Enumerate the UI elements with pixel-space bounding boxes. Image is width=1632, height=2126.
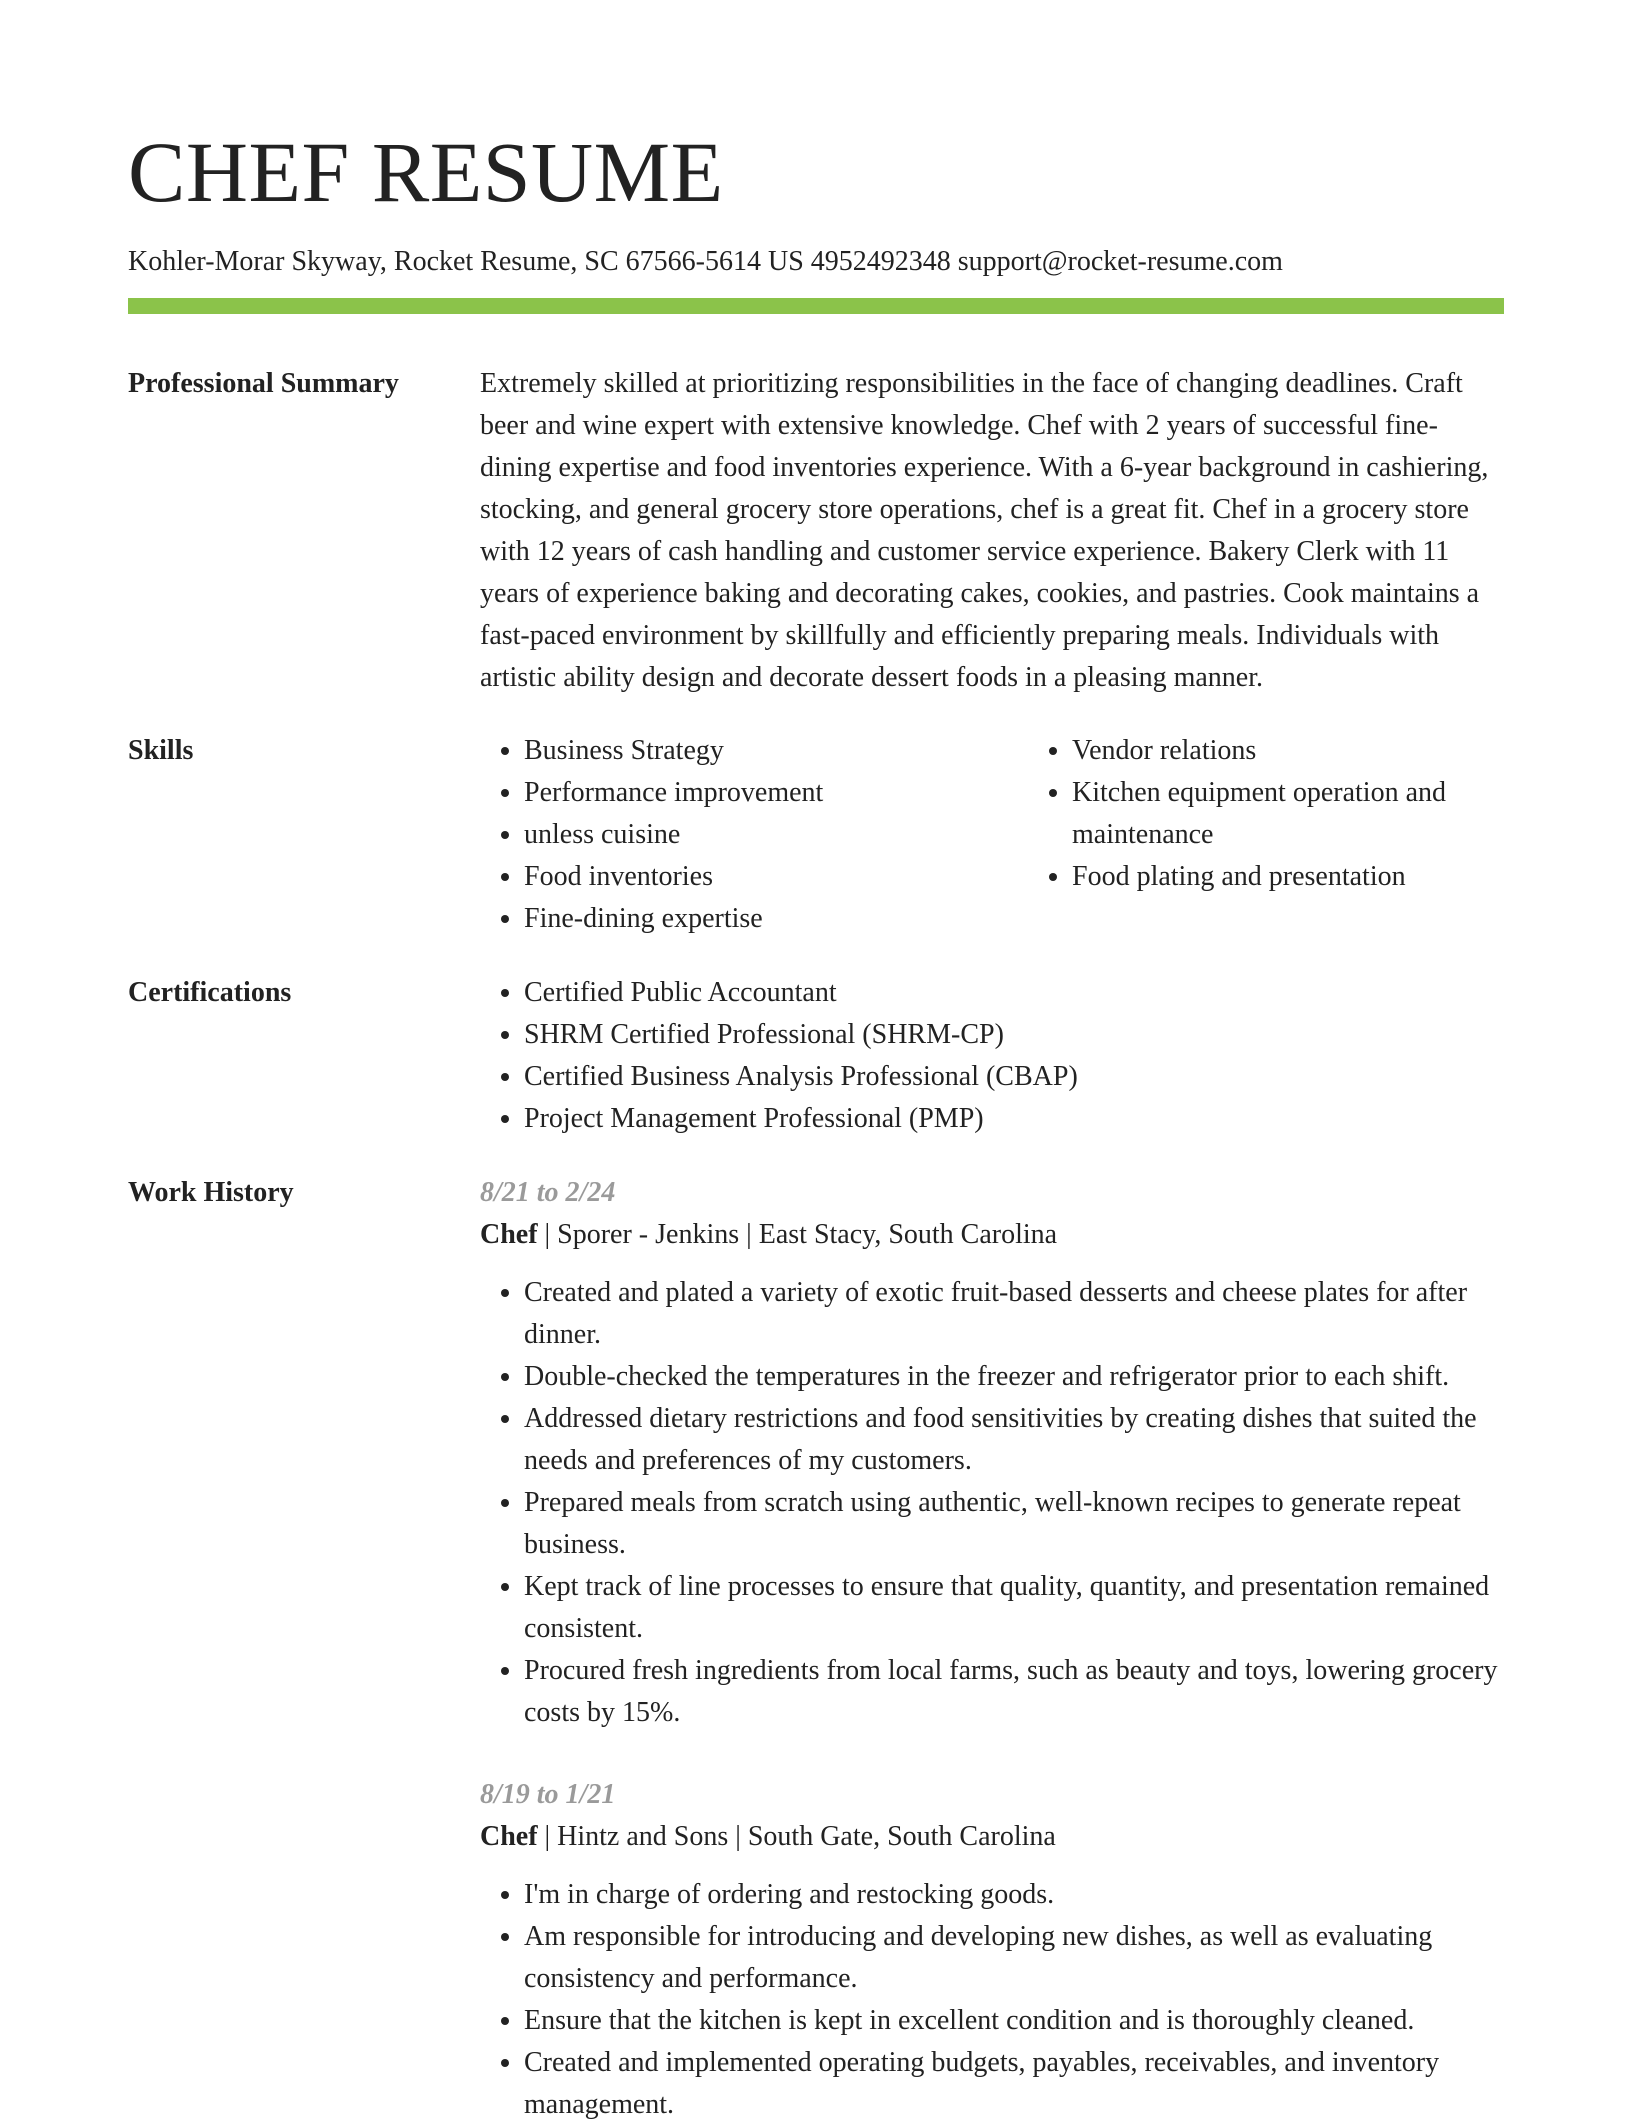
- summary-text: Extremely skilled at prioritizing responsibilities in the face of changing deadlines. Craft beer and wine expert with extensive knowledge. Chef with 2 years of successful fine-dining expertise and food inventories experience. With a 6-year background in cashiering, stocking, and general grocery store operations, chef is a great fit. Chef in a grocery store with 12 years of cash handling and customer service experience. Bakery Clerk with 11 years of experience baking and decorating cakes, cookies, and pastries. Cook maintains a fast-paced environment by skillfully and efficiently preparing meals. Individuals with artistic ability design and decorate dessert foods in a pleasing manner.: [480, 368, 1489, 693]
- job-bullet: • Am responsible for introducing and developing new dishes, as well as evaluating consistency and performance.: [524, 1916, 1504, 2000]
- header-accent-bar: [128, 298, 1504, 314]
- certification-item: • Certified Public Accountant: [524, 972, 1504, 1014]
- certification-item: • Certified Business Analysis Professional (CBAP): [524, 1056, 1504, 1098]
- skill-item: • Performance improvement: [524, 772, 1028, 814]
- summary-label: Professional Summary: [128, 368, 399, 399]
- contact-line: Kohler-Morar Skyway, Rocket Resume, SC 67566-5614 US 4952492348 support@rocket-resume.com: [128, 246, 1283, 277]
- skill-item: • Food plating and presentation: [1072, 856, 1504, 898]
- work-history-label: Work History: [128, 1177, 294, 1208]
- job-bullets: [480, 1272, 1504, 1734]
- job-dates: 8/19 to 1/21: [480, 1779, 616, 1810]
- certifications-label: Certifications: [128, 977, 292, 1008]
- skills-label: Skills: [128, 735, 194, 766]
- summary-content: [480, 363, 1504, 699]
- skills-section: [128, 730, 1504, 940]
- job-bullet: • Created and plated a variety of exotic fruit-based desserts and cheese plates for after dinner.: [524, 1272, 1504, 1356]
- resume-title: CHEF RESUME: [128, 124, 724, 220]
- skills-list-left: [480, 730, 1028, 940]
- summary-section: [128, 363, 1504, 699]
- job-details: | Hintz and Sons | South Gate, South Carolina: [537, 1821, 1056, 1852]
- job-title: Chef: [480, 1219, 538, 1250]
- certifications-content: [480, 972, 1504, 1140]
- skill-item: • Kitchen equipment operation and maintenance: [1072, 772, 1504, 856]
- job-bullet: • Kept track of line processes to ensure that quality, quantity, and presentation remained consistent.: [524, 1566, 1504, 1650]
- job-bullet: • Prepared meals from scratch using authentic, well-known recipes to generate repeat business.: [524, 1482, 1504, 1566]
- certifications-list: [480, 972, 1504, 1140]
- job-bullet: • Ensure that the kitchen is kept in excellent condition and is thoroughly cleaned.: [524, 2000, 1504, 2042]
- skill-item: • Business Strategy: [524, 730, 1028, 772]
- job-bullet: • Double-checked the temperatures in the freezer and refrigerator prior to each shift.: [524, 1356, 1504, 1398]
- certification-item: • Project Management Professional (PMP): [524, 1098, 1504, 1140]
- skill-item: • Food inventories: [524, 856, 1028, 898]
- certifications-section: [128, 972, 1504, 1140]
- job-heading: [480, 1816, 1504, 1858]
- job-entry: [480, 1172, 1504, 1734]
- job-details: | Sporer - Jenkins | East Stacy, South Carolina: [537, 1219, 1058, 1250]
- job-heading: [480, 1214, 1504, 1256]
- job-dates: 8/21 to 2/24: [480, 1177, 616, 1208]
- work-history-section: [128, 1172, 1504, 2126]
- skill-item: • unless cuisine: [524, 814, 1028, 856]
- job-bullet: • I'm in charge of ordering and restocking goods.: [524, 1874, 1504, 1916]
- work-history-content: [480, 1172, 1504, 2126]
- job-entry: [480, 1774, 1504, 2126]
- skill-item: • Fine-dining expertise: [524, 898, 1028, 940]
- job-title: Chef: [480, 1821, 538, 1852]
- skill-item: • Vendor relations: [1072, 730, 1504, 772]
- job-bullet: • Created and implemented operating budgets, payables, receivables, and inventory management.: [524, 2042, 1504, 2126]
- skills-list-right: [1028, 730, 1504, 940]
- skills-content: [480, 730, 1504, 940]
- job-bullet: • Addressed dietary restrictions and food sensitivities by creating dishes that suited the needs and preferences of my customers.: [524, 1398, 1504, 1482]
- certification-item: • SHRM Certified Professional (SHRM-CP): [524, 1014, 1504, 1056]
- job-bullet: • Procured fresh ingredients from local farms, such as beauty and toys, lowering grocery costs by 15%.: [524, 1650, 1504, 1734]
- job-bullets: [480, 1874, 1504, 2126]
